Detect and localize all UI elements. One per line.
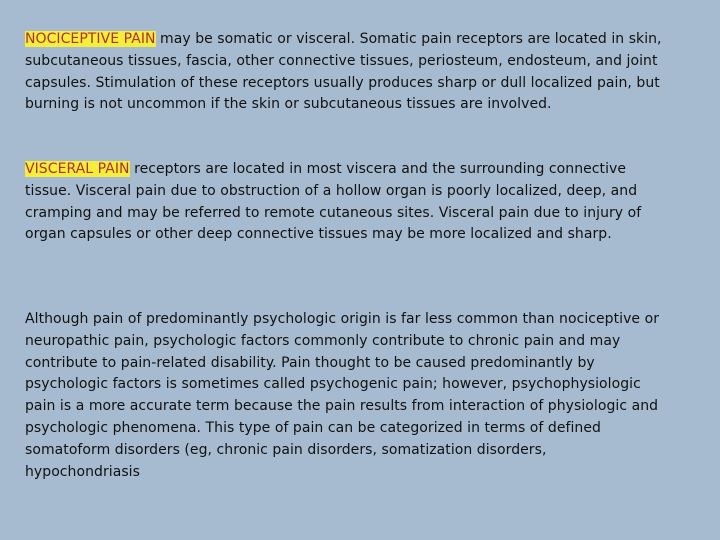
visceral-pain-paragraph [25, 159, 665, 246]
nociceptive-pain-paragraph [25, 29, 665, 116]
nociceptive-pain-text: may be somatic or visceral. Somatic pain receptors are located in skin, subcutaneous tissues, fascia, other connective tissues, periosteum, endosteum, and joint capsules. Stimulation of these receptors usually produces sharp or dull localized pain, but burning is not uncommon if the skin or subcutaneous tissues are involved. [25, 31, 662, 113]
visceral-pain-term: VISCERAL PAIN [25, 161, 130, 177]
visceral-pain-text: receptors are located in most viscera and the surrounding connective tissue. Visceral pain due to obstruction of a hollow organ is poorly localized, deep, and cramping and may be referred to remote cutaneous sites. Visceral pain due to injury of organ capsules or other deep connective tissues may be more localized and sharp. [25, 161, 642, 243]
psychogenic-pain-text: Although pain of predominantly psychologic origin is far less common than nociceptive or neuropathic pain, psychologic factors commonly contribute to chronic pain and may contribute to pain-related disability. Pain thought to be caused predominantly by psychologic factors is sometimes called psychogenic pain; however, psychophysiologic pain is a more accurate term because the pain results from interaction of physiologic and psychologic phenomena. This type of pain can be categorized in terms of defined somatoform disorders (eg, chronic pain disorders, somatization disorders, hypochondriasis [25, 311, 660, 480]
psychogenic-pain-paragraph [25, 309, 665, 483]
nociceptive-pain-term: NOCICEPTIVE PAIN [25, 31, 156, 47]
